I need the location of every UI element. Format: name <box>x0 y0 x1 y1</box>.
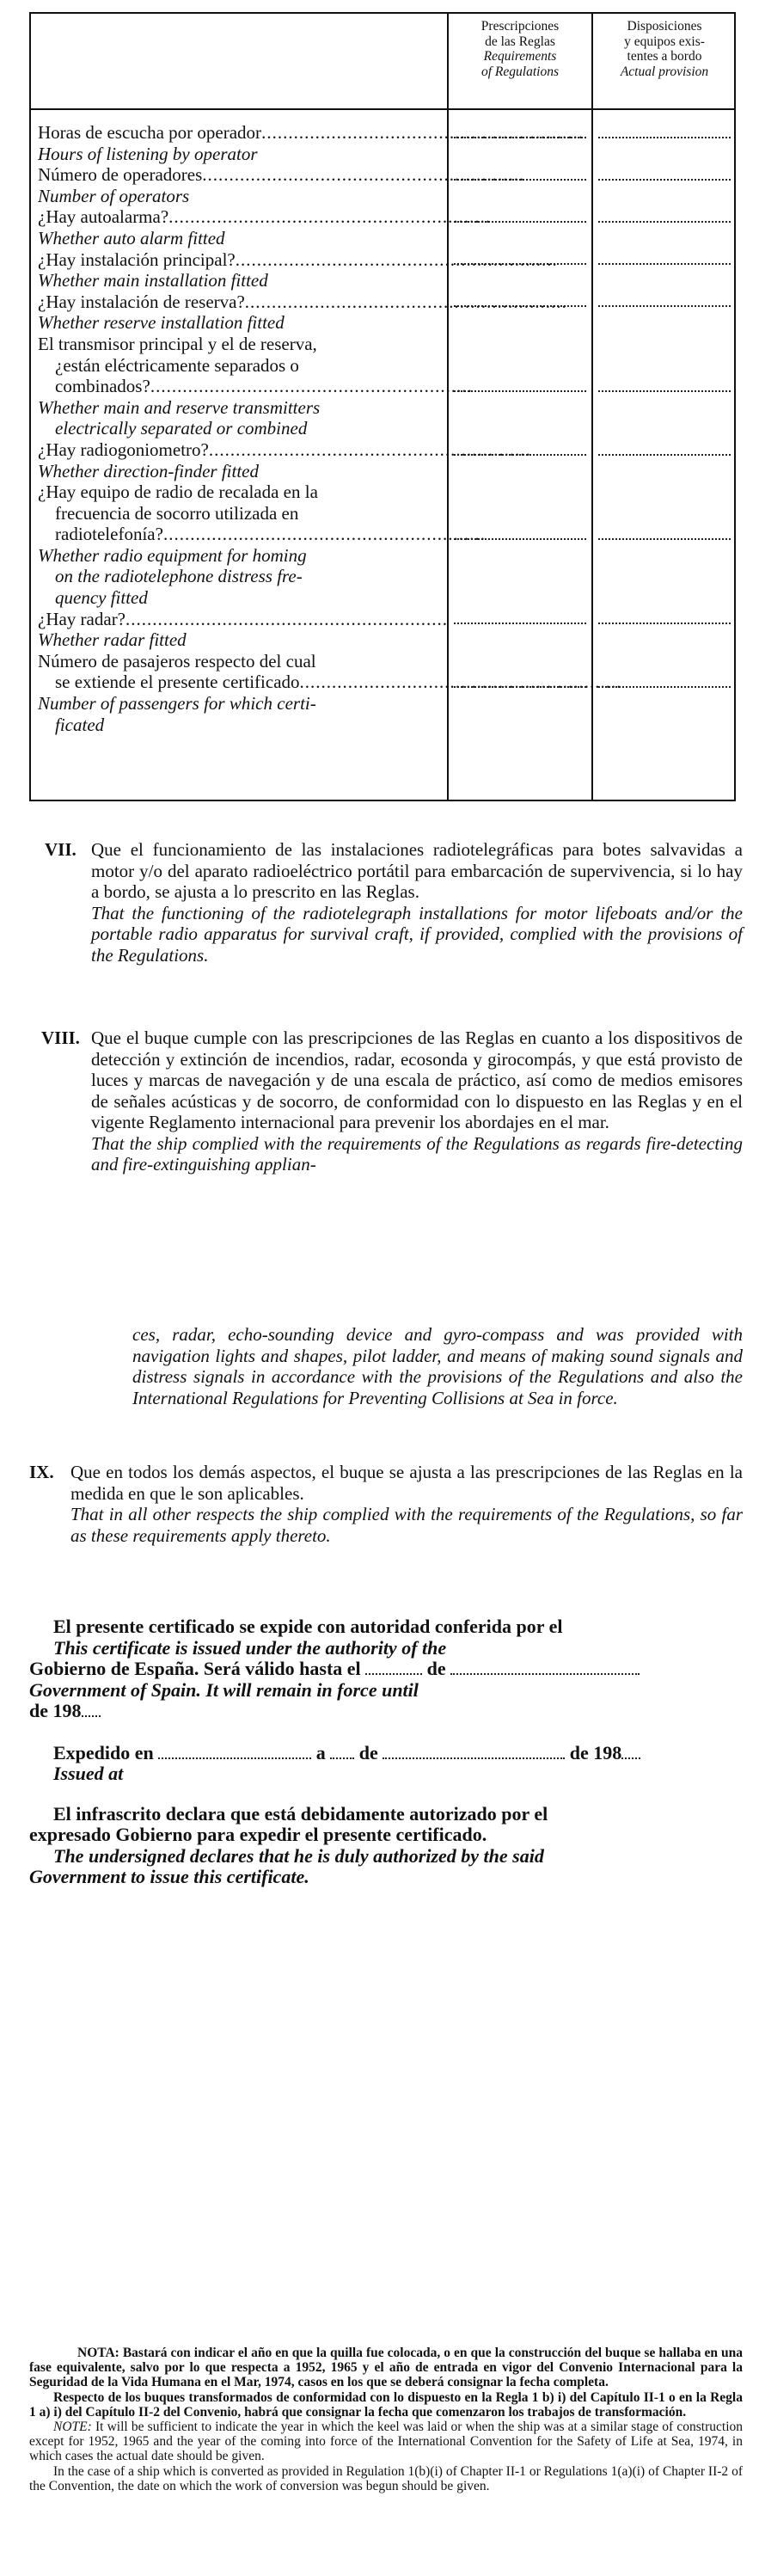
table-cell[interactable] <box>593 249 736 271</box>
table-row-label <box>38 481 476 503</box>
table-cell <box>593 503 736 524</box>
fill-in-line[interactable] <box>598 137 731 138</box>
declaration-line: The undersigned declares that he is duly authorized by the said <box>53 1844 544 1867</box>
table-cell[interactable] <box>593 291 736 313</box>
issuance-block <box>29 1616 743 1888</box>
row-label-text: Number of operators <box>38 185 190 206</box>
declaration-line: El infrascrito declara que está debidamente autorizado por el <box>53 1802 548 1825</box>
row-label-text: ficated <box>55 714 105 735</box>
table-cell <box>593 715 736 736</box>
table-cell <box>449 186 591 207</box>
row-label-text: ¿Hay instalación de reserva? <box>38 291 245 312</box>
column-header-requirements <box>449 19 591 79</box>
issuance-line: El presente certificado se expide con autoridad conferida por el <box>53 1616 563 1637</box>
section-vii <box>29 839 743 966</box>
note-text: It will be sufficient to indicate the year in which the keel was laid or when the ship was at a similar stage of construction except for 1952, 1965 and the year of the coming into force of the International Convention for the Safety of Life at Sea, 1974, in which cases the actual date should be given. <box>29 2420 743 2464</box>
header-line: y equipos exis- <box>624 34 705 49</box>
fill-in-line[interactable] <box>598 623 731 624</box>
table-cell <box>449 461 591 482</box>
table-cell[interactable] <box>449 164 591 186</box>
table-cell <box>449 418 591 439</box>
table-row-label <box>38 122 585 144</box>
table-cell[interactable] <box>449 524 591 545</box>
year-blank[interactable] <box>82 1703 101 1717</box>
table-row-label <box>38 206 492 228</box>
table-cell <box>449 144 591 165</box>
issuance-text: de <box>358 1741 378 1763</box>
requirements-column <box>449 122 591 735</box>
table-row-label <box>38 461 476 482</box>
row-label-text: ¿están eléctricamente separados o <box>55 354 299 376</box>
issuance-line: Government of Spain. It will remain in force until <box>29 1678 419 1701</box>
row-label-text: Número de operadores <box>38 164 203 186</box>
fill-in-line[interactable] <box>598 263 731 265</box>
table-row-label <box>38 376 476 397</box>
section-number: VIII. <box>41 1027 80 1048</box>
row-label-text: El transmisor principal y el de reserva, <box>38 333 317 354</box>
table-row-label <box>38 418 476 439</box>
section-text-en: That the functioning of the radiotelegraph installations for motor lifeboats and/or the portable radio apparatus for survival craft, if provided, complied with the provisions of the Regulations. <box>91 902 743 966</box>
table-cell <box>449 228 591 249</box>
row-label-text: combinados? <box>55 376 150 397</box>
row-label-text: Whether direction-finder fitted <box>38 460 259 481</box>
day-blank[interactable] <box>330 1745 354 1759</box>
row-label-text: Whether auto alarm fitted <box>38 227 225 248</box>
row-labels <box>38 122 622 735</box>
leader-dots: ............................................................ <box>299 672 622 693</box>
table-row-label <box>38 715 476 736</box>
note-text: Bastará con indicar el año en que la quilla fue colocada, o en que la construcción del buque se hallaba en una fase equivalente, salvo por lo que respecta a 1952, 1965 y el año de entrada en vigor del Convenio Internacional para la Seguridad de la Vida Humana en el Mar, 1974, casos en los que se deberá consignar la fecha completa. <box>29 2346 743 2390</box>
row-label-text: Whether radar fitted <box>38 629 187 651</box>
fill-in-line[interactable] <box>598 686 731 688</box>
table-cell <box>449 651 591 672</box>
issuance-text: de <box>426 1658 446 1679</box>
year-blank[interactable] <box>621 1745 640 1759</box>
table-cell <box>449 545 591 567</box>
note-es-2: Respecto de los buques transformados de conformidad con lo dispuesto en la Regla 1 b) i) del Capítulo II-1 o en la Regla 1 a) i) del Capítulo II-2 del Convenio, habrá que consignar la fecha que comenzaron los trabajos de transformación. <box>29 2389 743 2420</box>
table-row-label <box>38 629 476 651</box>
header-line: tentes a bordo <box>627 49 702 64</box>
row-label-text: Whether main installation fitted <box>38 270 268 291</box>
row-label-text: se extiende el presente certificado <box>55 672 300 693</box>
table-row-label <box>38 439 531 461</box>
section-ix <box>29 1462 743 1546</box>
declaration-line: expresado Gobierno para expedir el presente certificado. <box>29 1824 487 1845</box>
table-cell <box>449 481 591 503</box>
section-viii-continued <box>29 1324 743 1408</box>
table-row-label <box>38 397 476 419</box>
section-text-en: ces, radar, echo-sounding device and gyro-compass and was provided with navigation lights and shapes, pilot ladder, and means of making sound signals and distress signals in accordance with the provisions of the Regulations and also the International Regulations for Preventing Collisions at Sea in force. <box>132 1324 743 1408</box>
fill-in-line[interactable] <box>454 263 586 265</box>
table-cell[interactable] <box>449 439 591 461</box>
fill-in-line[interactable] <box>454 137 586 138</box>
provisions-table <box>29 12 736 801</box>
table-cell <box>593 270 736 291</box>
leader-dots: ............................................................ <box>168 206 492 228</box>
leader-dots: ............................................................ <box>150 376 473 397</box>
table-row-label <box>38 651 476 672</box>
table-cell <box>449 566 591 587</box>
fill-in-line[interactable] <box>454 686 586 688</box>
table-cell[interactable] <box>593 672 736 693</box>
note-en-2: In the case of a ship which is converted as provided in Regulation 1(b)(i) of Chapter II-1 or Regulations 1(a)(i) of Chapter II-2 of the Convention, the date on which the work of conversion was begun should be given. <box>29 2463 743 2493</box>
table-cell <box>449 715 591 736</box>
header-line: Disposiciones <box>627 19 702 34</box>
month-blank[interactable] <box>450 1661 640 1675</box>
table-row-label <box>38 524 486 545</box>
leader-dots: ............................................................ <box>244 291 567 312</box>
issuance-text: Expedido en <box>53 1741 154 1763</box>
fill-in-line[interactable] <box>454 454 586 456</box>
table-cell[interactable] <box>593 164 736 186</box>
row-label-text: Number of passengers for which certi- <box>38 693 316 715</box>
declaration-line: Government to issue this certificate. <box>29 1866 309 1887</box>
table-cell <box>593 334 736 355</box>
fill-in-line[interactable] <box>454 179 586 181</box>
row-label-text: Whether reserve installation fitted <box>38 312 285 334</box>
fill-in-line[interactable] <box>598 221 731 223</box>
issuance-text: Gobierno de España. Será válido hasta el <box>29 1658 361 1679</box>
table-cell[interactable] <box>593 122 736 144</box>
table-row-label <box>38 503 476 524</box>
table-row-label <box>38 164 525 186</box>
table-cell <box>449 693 591 715</box>
table-cell[interactable] <box>593 206 736 228</box>
table-cell[interactable] <box>593 609 736 630</box>
row-label-text: ¿Hay equipo de radio de recalada en la <box>38 481 318 503</box>
table-cell <box>593 545 736 567</box>
table-cell[interactable] <box>449 672 591 693</box>
section-text-es: Que el buque cumple con las prescripciones de las Reglas en cuanto a los dispositivos de detección y extinción de incendios, radar, ecosonda y girocompás, y que está provisto de luces y marcas de navegación y de una escala de práctico, así como de medios emisores de señales acústicas y de socorro, de conformidad con lo dispuesto en las Reglas y en el vigente Reglamento internacional para prevenir los abordajes en el mar. <box>91 1027 743 1132</box>
declaration <box>29 1804 743 1888</box>
table-row-label <box>38 693 476 715</box>
leader-dots: ............................................................ <box>125 608 449 629</box>
row-label-text: electrically separated or combined <box>55 418 308 439</box>
table-cell <box>593 587 736 609</box>
fill-in-line[interactable] <box>454 221 586 223</box>
table-cell <box>593 481 736 503</box>
table-cell <box>593 418 736 439</box>
note-label: NOTE: <box>53 2420 92 2435</box>
table-row-label <box>38 312 476 334</box>
table-cell[interactable] <box>449 249 591 271</box>
table-row-label <box>38 334 476 355</box>
table-row-label <box>38 291 567 313</box>
issuance-line: This certificate is issued under the authority of the <box>53 1636 447 1659</box>
row-label-text: Whether main and reserve transmitters <box>38 396 321 418</box>
table-cell <box>593 461 736 482</box>
issuance-text: de 198 <box>29 1700 82 1721</box>
table-cell <box>593 312 736 334</box>
row-label-text: ¿Hay instalación principal? <box>38 248 236 270</box>
row-label-text: Número de pasajeros respecto del cual <box>38 650 316 672</box>
row-label-text: radiotelefonía? <box>55 524 163 545</box>
table-cell[interactable] <box>449 206 591 228</box>
section-number: VII. <box>45 839 77 860</box>
table-row-label <box>38 672 622 693</box>
note-es-1 <box>29 2346 743 2390</box>
table-cell <box>593 355 736 377</box>
provision-column <box>593 122 736 735</box>
table-cell <box>593 629 736 651</box>
issuance-text: de 198 <box>569 1741 622 1763</box>
table-row-label <box>38 228 476 249</box>
row-label-text: Horas de escucha por operador <box>38 122 262 143</box>
table-row-label <box>38 144 476 165</box>
row-label-text: ¿Hay autoalarma? <box>38 206 169 228</box>
header-line: Actual provision <box>620 64 709 79</box>
header-line: of Regulations <box>481 64 559 79</box>
footnote-block <box>29 2346 743 2493</box>
row-label-text: Whether radio equipment for homing <box>38 544 307 566</box>
header-line: de las Reglas <box>485 34 555 49</box>
table-cell <box>449 587 591 609</box>
row-label-text: Hours of listening by operator <box>38 143 258 164</box>
leader-dots: ............................................................ <box>261 122 585 143</box>
leader-dots: ............................................................ <box>208 439 531 460</box>
note-en-1 <box>29 2420 743 2464</box>
fill-in-line[interactable] <box>598 454 731 456</box>
fill-in-line[interactable] <box>454 390 586 392</box>
table-cell <box>449 503 591 524</box>
fill-in-line[interactable] <box>454 538 586 540</box>
table-row-label <box>38 186 476 207</box>
table-cell[interactable] <box>449 122 591 144</box>
section-number: IX. <box>29 1462 54 1482</box>
section-text-es: Que en todos los demás aspectos, el buque se ajusta a las prescripciones de las Reglas en la medida en que le son aplicables. <box>70 1462 743 1504</box>
table-cell <box>593 144 736 165</box>
table-cell <box>593 566 736 587</box>
header-divider <box>31 108 734 110</box>
table-row-label <box>38 355 476 377</box>
fill-in-line[interactable] <box>598 390 731 392</box>
fill-in-line[interactable] <box>454 623 586 624</box>
row-label-text: on the radiotelephone distress fre- <box>55 566 303 587</box>
place-blank[interactable] <box>158 1745 311 1759</box>
table-row-label <box>38 545 476 567</box>
table-cell <box>449 397 591 419</box>
note-label: NOTA: <box>77 2346 119 2360</box>
table-cell <box>449 312 591 334</box>
day-blank[interactable] <box>365 1661 422 1675</box>
fill-in-line[interactable] <box>598 305 731 307</box>
row-label-text: ¿Hay radiogoniometro? <box>38 439 209 460</box>
leader-dots: ............................................................ <box>162 524 486 545</box>
section-viii <box>29 1027 743 1175</box>
table-cell[interactable] <box>449 376 591 397</box>
issuance-line-year <box>29 1701 743 1722</box>
table-row-label <box>38 609 476 630</box>
table-cell <box>593 228 736 249</box>
row-label-text: frecuencia de socorro utilizada en <box>55 502 299 524</box>
table-cell <box>593 651 736 672</box>
table-cell <box>449 334 591 355</box>
table-cell <box>593 186 736 207</box>
fill-in-line[interactable] <box>598 179 731 181</box>
table-cell <box>449 629 591 651</box>
row-label-text: quency fitted <box>55 587 148 609</box>
table-cell <box>593 397 736 419</box>
table-row-label <box>38 566 476 587</box>
section-text-en: That in all other respects the ship complied with the requirements of the Regulations, so far as these requirements apply thereto. <box>70 1504 743 1546</box>
table-cell[interactable] <box>593 524 736 545</box>
table-row-label <box>38 248 558 271</box>
row-label-text: ¿Hay radar? <box>38 608 126 629</box>
issued-at-line <box>29 1743 743 1764</box>
header-line: Prescripciones <box>480 19 560 34</box>
section-text-es: Que el funcionamiento de las instalaciones radiotelegráficas para botes salvavidas a motor y/o del aparato radioeléctrico portátil para embarcación de supervivencia, si lo hay a bordo, se ajusta a lo prescrito en las Reglas. <box>91 839 743 902</box>
table-cell[interactable] <box>593 439 736 461</box>
leader-dots: ............................................................ <box>235 248 558 270</box>
month-blank[interactable] <box>383 1745 565 1759</box>
table-row-label <box>38 587 476 609</box>
table-cell[interactable] <box>449 609 591 630</box>
table-cell <box>449 355 591 377</box>
fill-in-line[interactable] <box>598 538 731 540</box>
issuance-line: Issued at <box>53 1763 124 1784</box>
table-cell[interactable] <box>593 376 736 397</box>
issuance-text: a <box>315 1741 326 1763</box>
leader-dots: ............................................................ <box>202 164 525 186</box>
header-line: Requirements <box>483 49 557 64</box>
table-row-label <box>38 270 476 291</box>
table-cell <box>593 693 736 715</box>
section-text-en: That the ship complied with the requirements of the Regulations as regards fire-detecting and fire-extinguishing applian- <box>91 1132 743 1175</box>
table-cell <box>449 270 591 291</box>
table-cell[interactable] <box>449 291 591 313</box>
fill-in-line[interactable] <box>454 305 586 307</box>
issuance-line-validity <box>29 1659 743 1680</box>
column-header-provision <box>593 19 736 79</box>
